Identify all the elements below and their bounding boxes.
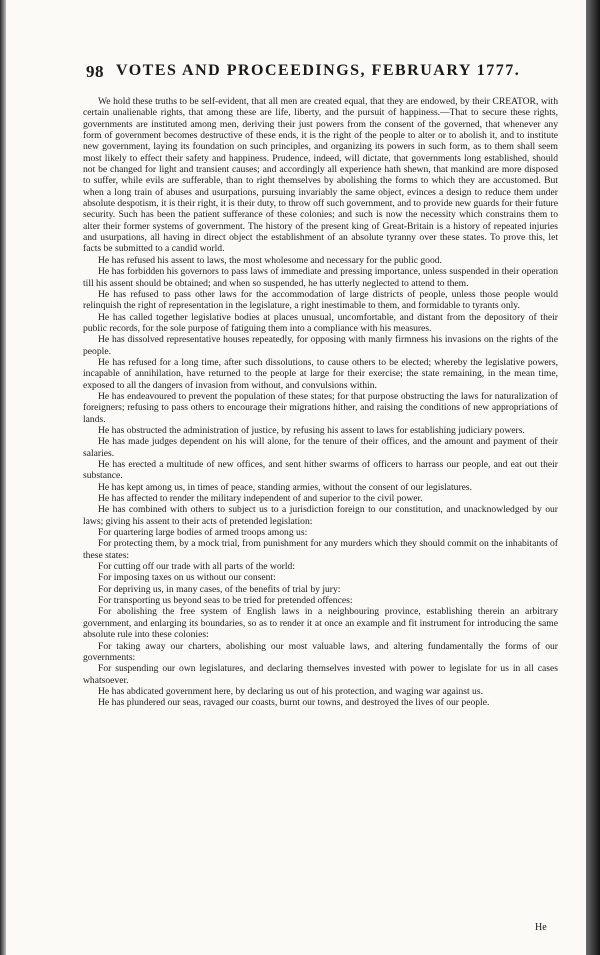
paragraph: He has refused his assent to laws, the most wholesome and necessary for the public good. (98, 254, 442, 266)
paragraph: He has obstructed the administration of justice, by refusing his assent to laws for establishing judiciary powers. (98, 424, 525, 436)
page-number: 98 (86, 62, 104, 81)
paragraph: He has combined with others to subject us to a jurisdiction foreign to our constitution, and unacknowledged by our laws; giving his assent to their acts of pretended legislation: (83, 504, 558, 527)
paragraph: For taking away our charters, abolishing our most valuable laws, and altering fundamentally the forms of our governments: (83, 640, 558, 663)
paragraph: For quartering large bodies of armed troops among us: (98, 527, 308, 539)
paragraph: For abolishing the free system of English laws in a neighbouring province, establishing therein an arbitrary government, and enlarging its boundaries, so as to render it at once an example and fit instrument for introducing the same absolute rule into these colonies: (83, 606, 558, 641)
body-text (83, 96, 558, 709)
paragraph: He has refused to pass other laws for the accommodation of large districts of people, unless those people would relinquish the right of representation in the legislature, a right inestimable to them, and formidable to tyrants only. (83, 288, 558, 312)
paragraph: He has refused for a long time, after such dissolutions, to cause others to be elected; whereby the legislative powers, incapable of annihilation, have returned to the people at large for their exercise; the state remaining, in the mean time, exposed to all the dangers of invasion from without, and convulsions within. (83, 356, 558, 391)
paragraph: He has abdicated government here, by declaring us out of his protection, and waging war against us. (98, 685, 483, 697)
paragraph: He has called together legislative bodies at places unusual, uncomfortable, and distant from the depository of their public records, for the sole purpose of fatiguing them into a compliance with his measures. (83, 311, 558, 334)
paragraph: He has endeavoured to prevent the population of these states; for that purpose obstructing the laws for naturalization of foreigners; refusing to pass others to encourage their migrations hither, and raising the conditions of new appropriations of lands. (83, 390, 558, 425)
paragraph: For depriving us, in many cases, of the benefits of trial by jury: (98, 583, 341, 595)
paragraph: For suspending our own legislatures, and declaring themselves invested with power to legislate for us in all cases whatsoever. (83, 663, 558, 686)
paragraph: He has affected to render the military independent of and superior to the civil power. (98, 493, 423, 505)
catchword: He (535, 922, 547, 933)
paragraph: He has forbidden his governors to pass laws of immediate and pressing importance, unless suspended in their operation till his assent should be obtained; and when so suspended, he has utterly neglected to attend to them. (83, 266, 558, 289)
page-edge-shadow-left (0, 0, 6, 955)
paragraph: He has kept among us, in times of peace, standing armies, without the consent of our legislatures. (98, 481, 473, 493)
paragraph: He has plundered our seas, ravaged our coasts, burnt our towns, and destroyed the lives of our people. (98, 697, 490, 709)
page-edge-shadow-right (586, 0, 600, 955)
paragraph: For cutting off our trade with all parts of the world: (98, 561, 295, 573)
paragraph: For protecting them, by a mock trial, from punishment for any murders which they should commit on the inhabitants of these states: (83, 538, 558, 561)
paragraph: For transporting us beyond seas to be tried for pretended offences: (98, 595, 353, 607)
running-title: VOTES AND PROCEEDINGS, FEBRUARY 1777. (116, 62, 521, 79)
paragraph: He has erected a multitude of new offices, and sent hither swarms of officers to harrass our people, and eat out their substance. (83, 459, 558, 482)
paragraph: He has made judges dependent on his will alone, for the tenure of their offices, and the amount and payment of their salaries. (83, 436, 558, 459)
page-header (86, 62, 556, 84)
paragraph: For imposing taxes on us without our consent: (98, 572, 276, 584)
paragraph: He has dissolved representative houses repeatedly, for opposing with manly firmness his invasions on the rights of the people. (83, 334, 558, 357)
paragraph-preamble: We hold these truths to be self-evident, that all men are created equal, that they are endowed, by their CREATOR, with certain unalienable rights, that among these are life, liberty, and the pursuit of happiness.—That to secure these rights, governments are instituted among men, deriving their just powers from the consent of the governed, that whenever any form of government becomes destructive of these ends, it is the right of the people to alter or to abolish it, and to institute new government, laying its foundation on such principles, and organizing its powers in such form, as to them shall seem most likely to effect their safety and happiness. Prudence, indeed, will dictate, that governments long established, should not be changed for light and transient causes; and accordingly all experience hath shewn, that mankind are more disposed to suffer, while evils are sufferable, than to right themselves by abolishing the forms to which they are accustomed. But when a long train of abuses and usurpations, pursuing invariably the same object, evinces a design to reduce them under absolute despotism, it is their right, it is their duty, to throw off such government, and to provide new guards for their future security. Such has been the patient sufferance of these colonies; and such is now the necessity which constrains them to alter their former systems of government. The history of the present king of Great-Britain is a history of repeated injuries and usurpations, all having in direct object the establishment of an absolute tyranny over these states. To prove this, let facts be submitted to a candid world. (83, 96, 558, 255)
